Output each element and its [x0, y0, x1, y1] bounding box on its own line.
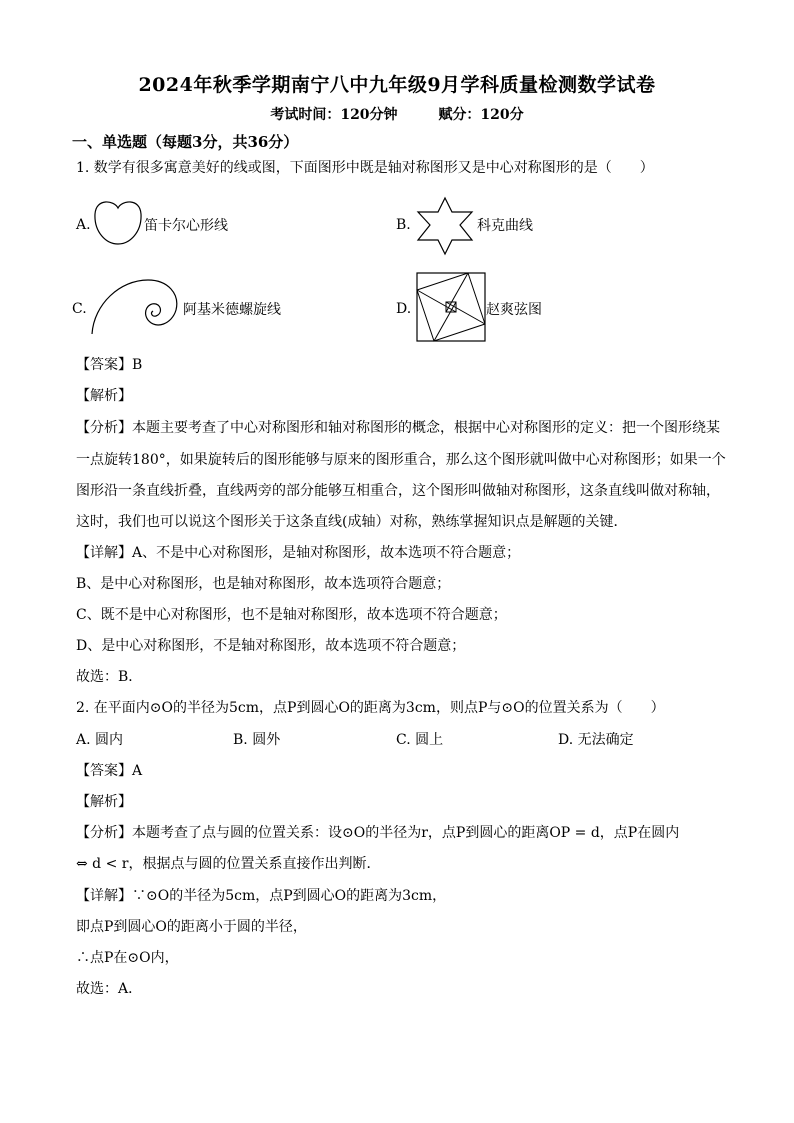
- exam-score: 赋分：120分: [438, 107, 524, 123]
- q1-option-a-letter: A.: [76, 217, 91, 233]
- zhaoshuang-diagram-icon: [416, 272, 486, 342]
- q1-detail-line-3: C、既不是中心对称图形，也不是轴对称图形，故本选项不符合题意；: [76, 607, 507, 623]
- heart-curve-icon: [92, 198, 144, 248]
- q2-analysis-line-1: 【分析】本题考查了点与圆的位置关系：设⊙O的半径为r，点P到圆心的距离OP = d，点P在圆内: [76, 825, 680, 841]
- koch-star-icon: [414, 196, 476, 256]
- q1-choose: 故选：B．: [76, 669, 143, 685]
- q2-option-b: B. 圆外: [233, 732, 281, 748]
- q1-option-c-label: 阿基米德螺旋线: [183, 302, 281, 318]
- q1-option-d-label: 赵爽弦图: [486, 302, 542, 318]
- section-heading: 一、单选题（每题3分，共36分）: [72, 133, 299, 151]
- q2-detail-line-3: ∴点P在⊙O内，: [76, 950, 179, 966]
- question-1-stem: 1. 数学有很多寓意美好的线或图，下面图形中既是轴对称图形又是中心对称图形的是（ ）: [76, 160, 654, 176]
- q2-answer: 【答案】A: [76, 763, 143, 779]
- q2-option-a: A. 圆内: [76, 732, 124, 748]
- q1-option-b-label: 科克曲线: [477, 218, 533, 234]
- q1-option-b-letter: B.: [396, 217, 411, 233]
- q2-analysis-line-2: ⇔ d < r，根据点与圆的位置关系直接作出判断．: [76, 856, 381, 872]
- q2-detail-line-1: 【详解】∵⊙O的半径为5cm，点P到圆心O的距离为3cm，: [76, 888, 447, 904]
- q1-analysis-line-2: 一点旋转180°，如果旋转后的图形能够与原来的图形重合，那么这个图形就叫做中心对称图形；如果一个: [76, 452, 726, 468]
- q1-option-d-letter: D.: [396, 301, 412, 317]
- q2-option-d: D. 无法确定: [558, 732, 634, 748]
- q1-analysis-head: 【解析】: [76, 388, 132, 404]
- q1-answer: 【答案】B: [76, 357, 143, 373]
- page-title: 2024年秋季学期南宁八中九年级9月学科质量检测数学试卷: [138, 74, 656, 96]
- q1-option-c-letter: C.: [72, 301, 87, 317]
- q2-detail-line-2: 即点P到圆心O的距离小于圆的半径，: [76, 919, 307, 935]
- q1-detail-line-1: 【详解】A、不是中心对称图形，是轴对称图形，故本选项不符合题意；: [76, 545, 521, 561]
- exam-time: 考试时间：120分钟: [270, 107, 398, 123]
- q1-detail-line-2: B、是中心对称图形，也是轴对称图形，故本选项符合题意；: [76, 576, 451, 592]
- q1-analysis-line-1: 【分析】本题主要考查了中心对称图形和轴对称图形的概念，根据中心对称图形的定义：把一个图形绕某: [76, 420, 720, 436]
- spiral-icon: [90, 274, 182, 336]
- question-2-stem: 2. 在平面内⊙O的半径为5cm，点P到圆心O的距离为3cm，则点P与⊙O的位置关系为（ ）: [76, 700, 665, 716]
- q2-choose: 故选：A．: [76, 981, 143, 997]
- q1-option-a-label: 笛卡尔心形线: [144, 218, 228, 234]
- q2-analysis-head: 【解析】: [76, 794, 132, 810]
- exam-info: [0, 104, 794, 124]
- q1-detail-line-4: D、是中心对称图形，不是轴对称图形，故本选项不符合题意；: [76, 638, 466, 654]
- q2-option-c: C. 圆上: [396, 732, 444, 748]
- q1-analysis-line-3: 图形沿一条直线折叠，直线两旁的部分能够互相重合，这个图形叫做轴对称图形，这条直线叫做对称轴，: [76, 483, 720, 499]
- q1-analysis-line-4: 这时，我们也可以说这个图形关于这条直线(成轴）对称，熟练掌握知识点是解题的关键．: [76, 514, 628, 530]
